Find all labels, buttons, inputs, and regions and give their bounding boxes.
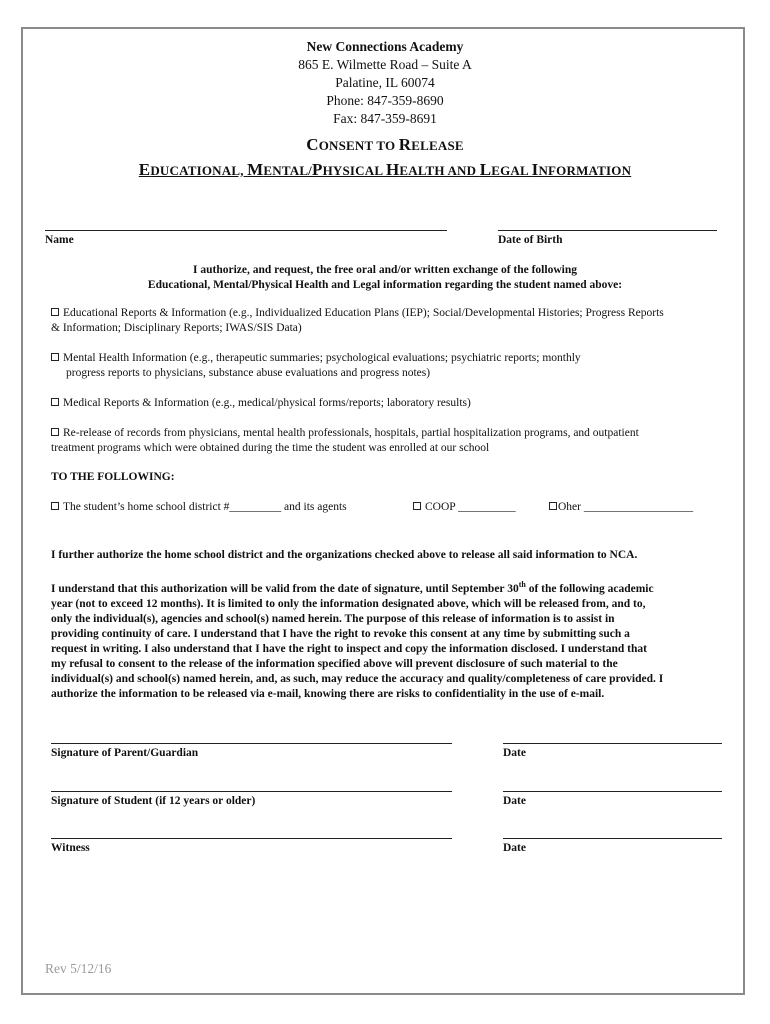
school-fax: Fax: 847-359-8691 (333, 111, 437, 126)
revision-date: Rev 5/12/16 (45, 961, 112, 976)
student-signature-label: Signature of Student (if 12 years or older) (51, 795, 256, 807)
option-home-district: The student’s home school district #_________ and its agents (51, 500, 347, 515)
school-name: New Connections Academy (306, 39, 464, 54)
student-date-label: Date (503, 795, 526, 807)
school-address-line2: Palatine, IL 60074 (335, 75, 435, 90)
student-date-field[interactable] (503, 791, 722, 792)
form-title: CONSENT TO RELEASE (306, 135, 464, 154)
option-rerelease: Re-release of records from physicians, mental health professionals, hospitals, partial hospitalization programs, and outpatient treatment programs which were obtained during the time the student was enrolled at our school (51, 427, 639, 454)
option-educational: Educational Reports & Information (e.g., Individualized Education Plans (IEP); Social/Developmental Histories; Progress Reports & Information; Disciplinary Reports; IWAS/SIS Data) (51, 307, 664, 334)
witness-date-label: Date (503, 842, 526, 854)
coop-checkbox[interactable] (413, 502, 421, 510)
further-authorization: I further authorize the home school district and the organizations checked above to release all said information to NCA. (51, 549, 638, 561)
authorize-intro-line1: I authorize, and request, the free oral and/or written exchange of the following (193, 264, 577, 276)
other-checkbox[interactable] (549, 502, 557, 510)
home-district-checkbox[interactable] (51, 502, 59, 510)
school-phone: Phone: 847-359-8690 (326, 93, 444, 108)
witness-signature-field[interactable] (51, 838, 452, 839)
option-other: Oher ___________________ (549, 500, 693, 515)
parent-date-label: Date (503, 747, 526, 759)
name-field[interactable] (45, 230, 447, 231)
option-mental-health: Mental Health Information (e.g., therapeutic summaries; psychological evaluations; psychiatric reports; monthly progress reports to physicians, substance abuse evaluations and progress notes) (51, 351, 741, 381)
witness-date-field[interactable] (503, 838, 722, 839)
school-address-line1: 865 E. Wilmette Road – Suite A (298, 57, 472, 72)
authorize-intro-line2: Educational, Mental/Physical Health and Legal information regarding the student named above: (147, 279, 623, 291)
dob-label: Date of Birth (498, 234, 563, 246)
student-signature-field[interactable] (51, 791, 452, 792)
rerelease-checkbox[interactable] (51, 428, 59, 436)
medical-checkbox[interactable] (51, 398, 59, 406)
parent-signature-field[interactable] (51, 743, 452, 744)
parent-signature-label: Signature of Parent/Guardian (51, 747, 199, 759)
option-coop: COOP __________ (413, 500, 516, 515)
form-subtitle: EDUCATIONAL, MENTAL/PHYSICAL HEALTH AND LEGAL INFORMATION (138, 160, 632, 179)
to-following-heading: TO THE FOLLOWING: (51, 471, 175, 483)
option-medical: Medical Reports & Information (e.g., medical/physical forms/reports; laboratory results) (51, 396, 741, 411)
mental-health-checkbox[interactable] (51, 353, 59, 361)
parent-date-field[interactable] (503, 743, 722, 744)
understand-paragraph: I understand that this authorization will be valid from the date of signature, until September 30th of the following academic year (not to exceed 12 months). It is limited to only the information designated above, which will be released from, and to, only the individual(s), agencies and school(s) named herein. The purpose of this release of information is to assist in providing continuity of care. I understand that I have the right to revoke this consent at any time by submitting such a request in writing. I also understand that I have the right to inspect and copy the information disclosed. I understand that my refusal to consent to the release of the information specified above will prevent disclosure of such material to the individual(s) and school(s) named herein, and, as such, may reduce the accuracy and quality/completeness of care provided. I authorize the information to be released via e-mail, knowing there are risks to confidentiality in the use of e-mail. (51, 580, 664, 700)
educational-checkbox[interactable] (51, 308, 59, 316)
name-label: Name (45, 234, 74, 246)
dob-field[interactable] (498, 230, 717, 231)
witness-label: Witness (51, 842, 90, 854)
